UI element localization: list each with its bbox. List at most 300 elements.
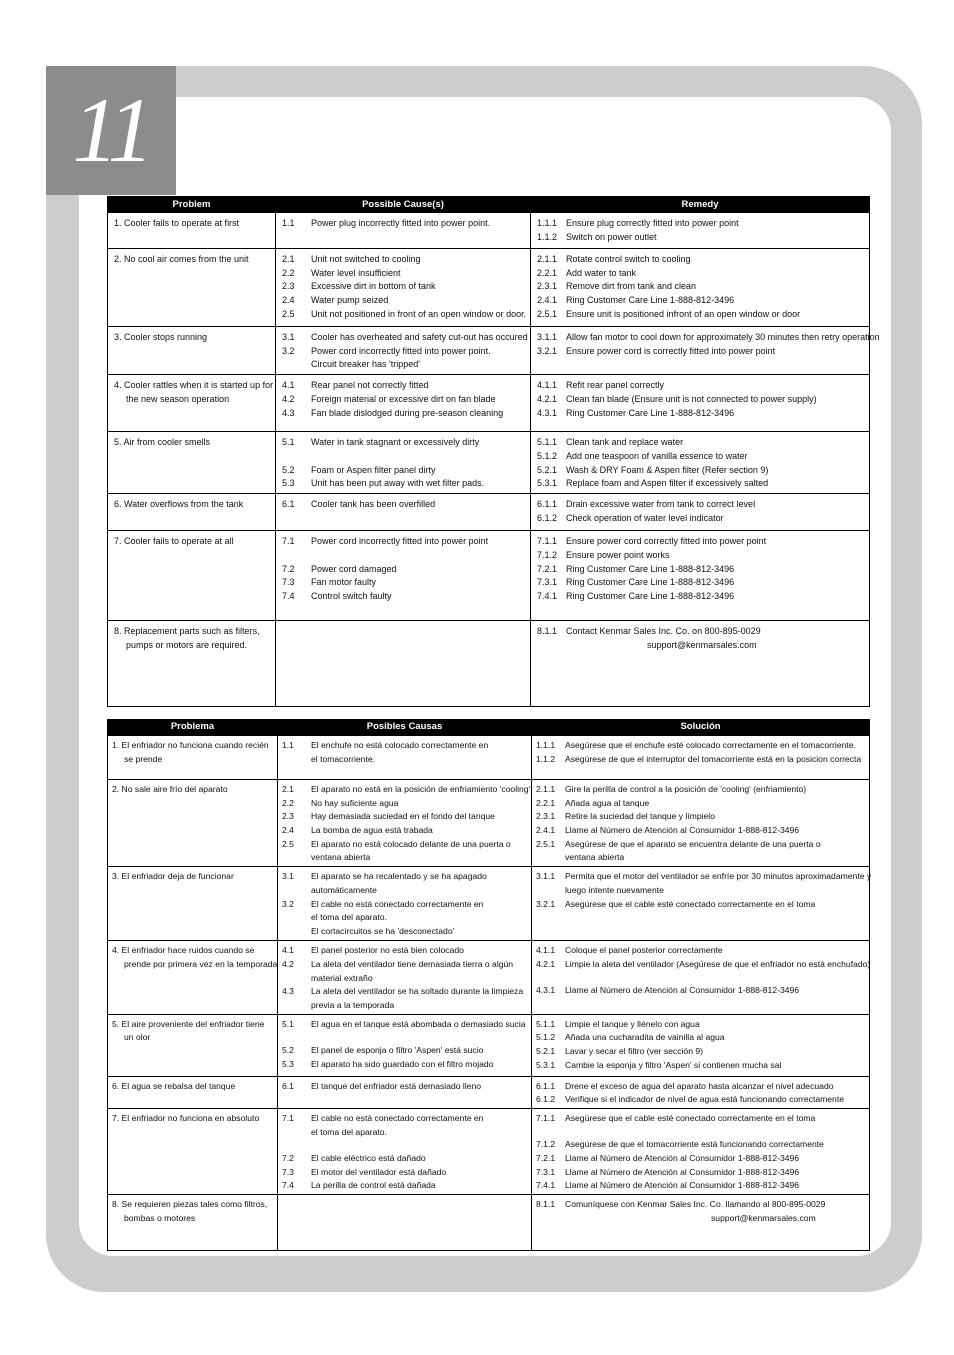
remedy-line-text: Limpie la aleta del ventilador (Asegúrese de que el enfriador no está enchufado) bbox=[565, 958, 871, 969]
cause-line-text bbox=[311, 450, 526, 464]
remedy-line bbox=[537, 253, 865, 267]
cause-line bbox=[282, 911, 528, 925]
remedy-cell bbox=[531, 621, 870, 707]
cause-line-number bbox=[282, 1139, 311, 1152]
remedy-line bbox=[536, 739, 866, 753]
cause-line-text: El cable no está conectado correctamente en bbox=[311, 1112, 484, 1123]
remedy-line bbox=[536, 1179, 866, 1193]
cause-line-number bbox=[282, 911, 311, 925]
cause-line-number: 2.1 bbox=[282, 254, 295, 264]
remedy-line-number: 1.1.2 bbox=[536, 753, 556, 764]
remedy-line-text bbox=[565, 1126, 866, 1139]
remedy-line-number: 7.3.1 bbox=[536, 1166, 556, 1177]
remedy-line bbox=[536, 958, 871, 972]
cause-line bbox=[282, 870, 528, 884]
table-row bbox=[108, 1108, 870, 1194]
remedy-line-number: 7.1.2 bbox=[537, 549, 558, 560]
cause-line-text: La aleta del ventilador tiene demasiada tierra o algún bbox=[311, 958, 514, 969]
cause-line-number: 3.2 bbox=[282, 898, 294, 909]
cause-line-text: Excessive dirt in bottom of tank bbox=[311, 281, 436, 292]
problem-text: prende por primera vez en la temporada bbox=[124, 958, 278, 969]
causes-cell bbox=[278, 867, 532, 941]
remedy-cell bbox=[531, 531, 870, 621]
cause-line-number: 7.2 bbox=[282, 563, 295, 574]
remedy-line-text: Lavar y secar el filtro (ver sección 9) bbox=[565, 1045, 704, 1056]
cause-line bbox=[282, 797, 528, 811]
cause-line-text: Fan motor faulty bbox=[311, 577, 377, 588]
cause-line bbox=[282, 739, 528, 753]
cause-line-number: 2.4 bbox=[282, 825, 294, 836]
remedy-line-number: 1.1.1 bbox=[537, 218, 558, 228]
cause-line-number: 7.1 bbox=[282, 536, 295, 547]
cause-line-number: 6.1 bbox=[282, 1080, 294, 1091]
causes-cell bbox=[276, 249, 531, 327]
remedy-line-number: 5.3.1 bbox=[536, 1059, 556, 1070]
cause-line-text: el toma del aparato. bbox=[311, 1126, 387, 1137]
remedy-line bbox=[536, 783, 866, 797]
cause-line bbox=[282, 1139, 528, 1152]
cause-line-text: Cooler tank has been overfilled bbox=[311, 499, 436, 510]
problem-cell bbox=[108, 1194, 278, 1250]
remedy-line bbox=[536, 972, 866, 985]
remedy-line-number: 2.5.1 bbox=[537, 308, 558, 319]
cause-line-text: El tanque del enfriador está demasiado lleno bbox=[311, 1080, 482, 1091]
causes-cell bbox=[276, 531, 531, 621]
remedy-line-number: 7.1.1 bbox=[537, 536, 558, 547]
remedy-cell bbox=[531, 249, 870, 327]
remedy-line bbox=[537, 549, 865, 563]
cause-line-text: El aparato se ha recalentado y se ha apagado bbox=[311, 871, 487, 882]
remedy-line-text: ventana abierta bbox=[565, 852, 625, 863]
remedy-line-text: Ring Customer Care Line 1-888-812-3496 bbox=[566, 590, 735, 601]
remedy-line-number bbox=[536, 884, 565, 898]
cause-line-text: Water in tank stagnant or excessively dirty bbox=[311, 437, 480, 448]
remedy-line-number bbox=[536, 972, 565, 985]
remedy-cell bbox=[531, 327, 880, 375]
remedy-line-text: Gire la perilla de control a la posición de 'cooling' (enfriamiento) bbox=[565, 784, 807, 794]
remedy-line bbox=[536, 1031, 866, 1045]
remedy-line-number: 4.3.1 bbox=[536, 985, 556, 996]
remedy-line-text: Llame al Número de Atención al Consumidor 1-888-812-3496 bbox=[565, 985, 800, 996]
remedy-line-text: Ring Customer Care Line 1-888-812-3496 bbox=[566, 407, 735, 418]
remedy-line-text: Remove dirt from tank and clean bbox=[566, 281, 697, 292]
problem-text: un olor bbox=[124, 1032, 151, 1043]
remedy-cell bbox=[532, 1108, 870, 1194]
cause-line bbox=[282, 464, 526, 478]
cause-line bbox=[282, 1112, 528, 1126]
remedy-line-text: Llame al Número de Atención al Consumidor 1-888-812-3496 bbox=[565, 1152, 800, 1163]
remedy-line-number: 2.4.1 bbox=[537, 295, 558, 306]
remedy-line-text: Añada agua al tanque bbox=[565, 797, 650, 808]
remedy-cell bbox=[532, 1194, 870, 1250]
remedy-cell bbox=[531, 375, 870, 432]
causes-cell bbox=[276, 375, 531, 432]
remedy-line-text: Llame al Número de Atención al Consumidor 1-888-812-3496 bbox=[565, 825, 800, 836]
remedy-line bbox=[537, 393, 865, 407]
remedy-cell bbox=[531, 494, 870, 531]
remedy-line-text: Permita que el motor del ventilador se enfríe por 30 minutos aproximadamente y bbox=[565, 871, 872, 882]
remedy-line bbox=[537, 590, 865, 604]
troubleshooting-table-english bbox=[107, 196, 880, 707]
cause-line-number: 3.1 bbox=[282, 332, 295, 342]
cause-line bbox=[282, 217, 526, 231]
remedy-line-number: 7.4.1 bbox=[536, 1180, 556, 1191]
remedy-line bbox=[537, 331, 880, 345]
remedy-line-text: Drain excessive water from tank to correct level bbox=[566, 499, 756, 510]
remedy-line bbox=[537, 464, 865, 478]
cause-line-text: Rear panel not correctly fitted bbox=[311, 380, 429, 391]
remedy-line bbox=[536, 984, 866, 998]
cause-line bbox=[282, 783, 531, 797]
cause-line-text bbox=[311, 1139, 528, 1152]
problem-text: 3. Cooler stops running bbox=[114, 332, 208, 342]
cause-line-number: 2.2 bbox=[282, 267, 295, 278]
cause-line bbox=[282, 331, 526, 345]
problem-text: 6. Water overflows from the tank bbox=[114, 499, 244, 510]
problem-cell bbox=[108, 1108, 278, 1194]
cause-line-number: 2.4 bbox=[282, 295, 295, 306]
remedy-line bbox=[536, 884, 866, 898]
cause-line-number: 6.1 bbox=[282, 499, 295, 510]
remedy-line bbox=[537, 308, 865, 322]
cause-line bbox=[282, 985, 528, 999]
causes-cell bbox=[278, 1108, 532, 1194]
cause-line bbox=[282, 549, 526, 563]
remedy-line-number: 4.1.1 bbox=[537, 380, 558, 391]
table-row bbox=[108, 531, 870, 621]
table-header-row bbox=[108, 720, 870, 736]
problem-text: 7. Cooler fails to operate at all bbox=[114, 536, 234, 547]
cause-line-text: Foreign material or excessive dirt on fan blade bbox=[311, 393, 496, 404]
cause-line-number: 2.5 bbox=[282, 308, 295, 319]
cause-line-number: 2.5 bbox=[282, 838, 294, 849]
remedy-line-number: 8.1.1 bbox=[536, 1198, 556, 1209]
cause-line bbox=[282, 1166, 528, 1180]
header-problem: Problem bbox=[108, 197, 276, 213]
cause-line-number bbox=[282, 999, 311, 1013]
cause-line bbox=[282, 884, 528, 898]
cause-line-number: 7.4 bbox=[282, 590, 295, 601]
remedy-line-text: Switch on power outlet bbox=[566, 231, 657, 242]
cause-line bbox=[282, 407, 526, 421]
problem-cell bbox=[108, 736, 278, 780]
cause-line-text: Power plug incorrectly fitted into power point. bbox=[311, 218, 491, 228]
cause-line-text bbox=[311, 1031, 528, 1044]
problem-text: 8. Se requieren piezas tales como filtros, bbox=[112, 1198, 268, 1209]
cause-line-text: material extraño bbox=[311, 972, 373, 983]
problem-text: 2. No cool air comes from the unit bbox=[114, 254, 249, 264]
remedy-line bbox=[537, 535, 865, 549]
cause-line-text: La perilla de control está dañada bbox=[311, 1180, 436, 1191]
table-row bbox=[108, 494, 870, 531]
remedy-line bbox=[537, 436, 865, 450]
remedy-line bbox=[536, 1018, 866, 1032]
remedy-line-number: 2.1.1 bbox=[537, 254, 558, 264]
cause-line-number: 7.3 bbox=[282, 577, 295, 588]
cause-line bbox=[282, 1058, 528, 1072]
cause-line-number: 4.2 bbox=[282, 393, 295, 404]
remedy-cell bbox=[532, 780, 870, 867]
remedy-line-text: Añada una cucharadita de vainilla al agua bbox=[565, 1032, 725, 1043]
remedy-line-number: 7.2.1 bbox=[537, 563, 558, 574]
problem-text: 1. Cooler fails to operate at first bbox=[114, 218, 240, 228]
cause-line bbox=[282, 590, 526, 604]
table-row bbox=[108, 213, 870, 249]
remedy-line bbox=[536, 870, 872, 884]
causes-cell bbox=[276, 432, 531, 494]
problem-cell bbox=[108, 1014, 278, 1076]
remedy-line bbox=[536, 1126, 866, 1139]
remedy-cell bbox=[532, 736, 870, 780]
cause-line bbox=[282, 958, 528, 972]
remedy-line-text: Add one teaspoon of vanilla essence to water bbox=[566, 450, 748, 461]
cause-line-number: 1.1 bbox=[282, 740, 294, 750]
cause-line bbox=[282, 253, 526, 267]
cause-line-number: 4.3 bbox=[282, 986, 294, 997]
cause-line bbox=[282, 450, 526, 464]
cause-line bbox=[282, 1044, 528, 1058]
cause-line bbox=[282, 280, 526, 294]
cause-line-number: 7.1 bbox=[282, 1112, 294, 1123]
problem-text: 4. El enfriador hace ruidos cuando se bbox=[112, 945, 255, 956]
cause-line bbox=[282, 498, 526, 512]
cause-line bbox=[282, 851, 528, 865]
cause-line bbox=[282, 999, 528, 1013]
troubleshooting-table-spanish bbox=[107, 719, 870, 1251]
cause-line-number: 5.1 bbox=[282, 1018, 294, 1029]
remedy-line bbox=[537, 217, 865, 231]
table-row bbox=[108, 736, 870, 780]
remedy-line-number: 2.2.1 bbox=[537, 267, 558, 278]
remedy-line bbox=[536, 1093, 866, 1107]
causes-cell bbox=[276, 213, 531, 249]
cause-line bbox=[282, 576, 526, 590]
remedy-line-number bbox=[536, 1126, 565, 1139]
remedy-line-text: Cambie la esponja y filtro 'Aspen' si contienen mucha sal bbox=[565, 1059, 782, 1070]
cause-line-text: Water pump seized bbox=[311, 295, 389, 306]
table-row bbox=[108, 432, 870, 494]
problem-text: 3. El enfriador deja de funcionar bbox=[112, 871, 234, 882]
remedy-line bbox=[536, 1166, 866, 1180]
remedy-line-number: 5.1.1 bbox=[537, 437, 558, 448]
cause-line-text: El cable eléctrico está dañado bbox=[311, 1152, 426, 1163]
remedy-line-text: Verifique si el indicador de nivel de agua está funcionando correctamente bbox=[565, 1094, 844, 1105]
causes-cell bbox=[278, 780, 532, 867]
cause-line-text: ventana abierta bbox=[311, 852, 371, 863]
cause-line-text: El enchufe no está colocado correctamente en bbox=[311, 740, 489, 750]
remedy-line-text: Ring Customer Care Line 1-888-812-3496 bbox=[566, 563, 735, 574]
remedy-line-text: Asegúrese que el cable esté conectado correctamente en el toma bbox=[565, 898, 816, 909]
problem-text: 7. El enfriador no funciona en absoluto bbox=[112, 1112, 260, 1123]
cause-line bbox=[282, 1080, 528, 1094]
cause-line bbox=[282, 535, 526, 549]
remedy-line-number: 3.1.1 bbox=[536, 871, 556, 882]
causes-cell bbox=[278, 1076, 532, 1108]
remedy-line bbox=[536, 824, 866, 838]
cause-line-number: 3.2 bbox=[282, 345, 295, 356]
remedy-line bbox=[536, 1198, 866, 1212]
cause-line bbox=[282, 294, 526, 308]
remedy-line bbox=[537, 450, 865, 464]
cause-line bbox=[282, 563, 526, 577]
cause-line-number: 5.2 bbox=[282, 1044, 294, 1055]
problem-cell bbox=[108, 941, 278, 1014]
cause-line-number: 2.3 bbox=[282, 811, 294, 822]
cause-line bbox=[282, 972, 528, 986]
problem-cell bbox=[108, 432, 276, 494]
cause-line-text: Water level insufficient bbox=[311, 267, 401, 278]
cause-line bbox=[282, 1179, 528, 1193]
problem-text: se prende bbox=[124, 753, 163, 764]
remedy-line-text: Asegúrese de que el interruptor del tomacorriente está en la posicion correcta bbox=[565, 753, 862, 764]
remedy-line bbox=[537, 498, 865, 512]
cause-line bbox=[282, 345, 526, 359]
remedy-line-number: 5.3.1 bbox=[537, 478, 558, 489]
remedy-line-number: 7.1.2 bbox=[536, 1139, 556, 1150]
header-causas: Posibles Causas bbox=[278, 720, 532, 736]
problem-text: 5. El aire proveniente del enfriador tiene bbox=[112, 1018, 265, 1029]
remedy-line-number: 2.3.1 bbox=[537, 281, 558, 292]
remedy-line-text: Clean tank and replace water bbox=[566, 437, 684, 448]
cause-line-text: No hay suficiente agua bbox=[311, 797, 399, 808]
remedy-cell bbox=[532, 941, 870, 1014]
remedy-line-number: 4.2.1 bbox=[537, 393, 558, 404]
remedy-line-number: 2.5.1 bbox=[536, 838, 556, 849]
cause-line bbox=[282, 1152, 528, 1166]
cause-line-number: 4.2 bbox=[282, 958, 294, 969]
remedy-line-text: Ring Customer Care Line 1-888-812-3496 bbox=[566, 295, 735, 306]
remedy-line bbox=[536, 797, 866, 811]
table-row bbox=[108, 941, 870, 1014]
remedy-line bbox=[536, 838, 866, 852]
problem-text: bombas o motores bbox=[124, 1212, 196, 1223]
remedy-line-text: Wash & DRY Foam & Aspen filter (Refer section 9) bbox=[566, 464, 769, 475]
cause-line-number: 4.1 bbox=[282, 380, 295, 391]
remedy-line-number: 7.2.1 bbox=[536, 1152, 556, 1163]
remedy-line-number: 3.2.1 bbox=[537, 345, 558, 356]
remedy-line-number: 4.3.1 bbox=[537, 407, 558, 418]
remedy-line bbox=[537, 280, 865, 294]
problem-text: 4. Cooler rattles when it is started up for bbox=[114, 380, 274, 391]
remedy-line bbox=[537, 379, 865, 393]
cause-line-number bbox=[282, 358, 311, 372]
cause-line bbox=[282, 944, 528, 958]
remedy-line bbox=[536, 1112, 866, 1126]
cause-line bbox=[282, 436, 526, 450]
remedy-line bbox=[536, 851, 866, 865]
cause-line bbox=[282, 393, 526, 407]
cause-line bbox=[282, 838, 528, 852]
problem-text: 6. El agua se rebalsa del tanque bbox=[112, 1080, 236, 1091]
cause-line-text: El panel posterior no está bien colocado bbox=[311, 945, 464, 956]
remedy-line-number: 7.3.1 bbox=[537, 577, 558, 588]
remedy-line-text: Ensure unit is positioned infront of an open window or door bbox=[566, 308, 801, 319]
cause-line-number: 7.2 bbox=[282, 1152, 294, 1163]
cause-line-text: Power cord incorrectly fitted into power point bbox=[311, 536, 489, 547]
causes-cell bbox=[278, 941, 532, 1014]
cause-line-text: El agua en el tanque está abombada o demasiado sucia bbox=[311, 1018, 526, 1029]
problem-cell bbox=[108, 327, 276, 375]
remedy-line bbox=[537, 294, 865, 308]
remedy-line-number: 1.1.1 bbox=[536, 740, 556, 750]
cause-line-number: 2.1 bbox=[282, 784, 294, 794]
problem-text: 5. Air from cooler smells bbox=[114, 437, 211, 448]
table-row bbox=[108, 780, 870, 867]
cause-line-number: 7.4 bbox=[282, 1180, 294, 1191]
cause-line-number: 5.1 bbox=[282, 437, 295, 448]
cause-line-number bbox=[282, 972, 311, 986]
cause-line bbox=[282, 1031, 528, 1044]
cause-line-text bbox=[311, 549, 526, 563]
table-row bbox=[108, 1194, 870, 1250]
remedy-line bbox=[537, 345, 865, 359]
causes-cell bbox=[278, 1014, 532, 1076]
problem-text: the new season operation bbox=[126, 393, 230, 404]
cause-line-text: Unit has been put away with wet filter pads. bbox=[311, 478, 485, 489]
table-row bbox=[108, 1014, 870, 1076]
problem-text: 8. Replacement parts such as filters, bbox=[114, 626, 260, 637]
problem-cell bbox=[108, 249, 276, 327]
remedy-cell bbox=[531, 213, 870, 249]
cause-line-text: Power cord incorrectly fitted into power point. bbox=[311, 345, 491, 356]
problem-text: 2. No sale aire frío del aparato bbox=[112, 784, 228, 794]
remedy-line-text: Ensure plug correctly fitted into power point bbox=[566, 218, 739, 228]
remedy-line-text: Allow fan motor to cool down for approximately 30 minutes then retry operation bbox=[566, 332, 880, 342]
remedy-line-text: Add water to tank bbox=[566, 267, 637, 278]
remedy-line-number: 2.4.1 bbox=[536, 825, 556, 836]
remedy-line-text: Asegúrese de que el tomacorriente está funcionando correctamente bbox=[565, 1139, 824, 1150]
cause-line-number: 4.1 bbox=[282, 945, 294, 956]
remedy-line-text: Llame al Número de Atención al Consumidor 1-888-812-3496 bbox=[565, 1166, 800, 1177]
remedy-line-text: luego intente nuevamente bbox=[565, 884, 664, 895]
cause-line-number: 1.1 bbox=[282, 218, 295, 228]
cause-line-text: El motor del ventilador está dañado bbox=[311, 1166, 447, 1177]
cause-line-number bbox=[282, 925, 311, 939]
cause-line bbox=[282, 810, 528, 824]
remedy-line-number: 6.1.1 bbox=[537, 499, 558, 510]
remedy-line-text: Asegúrese que el enchufe esté colocado correctamente en el tomacorriente. bbox=[565, 740, 856, 750]
remedy-line bbox=[536, 753, 866, 767]
remedy-line bbox=[536, 1138, 866, 1152]
remedy-line bbox=[537, 625, 865, 639]
problem-cell bbox=[108, 213, 276, 249]
problem-cell bbox=[108, 780, 278, 867]
cause-line-text: El panel de esponja o filtro 'Aspen' está sucio bbox=[311, 1044, 484, 1055]
cause-line-text: El aparato ha sido guardado con el filtro mojado bbox=[311, 1058, 494, 1069]
table-row bbox=[108, 327, 870, 375]
cause-line-number: 5.3 bbox=[282, 1058, 294, 1069]
table-row bbox=[108, 621, 870, 707]
causes-cell bbox=[276, 494, 531, 531]
remedy-line-text: Ensure power cord correctly fitted into power point bbox=[566, 536, 767, 547]
cause-line-text: El aparato no está colocado delante de una puerta o bbox=[311, 838, 511, 849]
remedy-cell bbox=[531, 432, 870, 494]
remedy-line bbox=[537, 267, 865, 281]
remedy-line-number: 5.1.2 bbox=[536, 1032, 556, 1043]
cause-line-number bbox=[282, 884, 311, 898]
problem-text: pumps or motors are required. bbox=[126, 639, 248, 650]
cause-line-text: Control switch faulty bbox=[311, 590, 392, 601]
cause-line-text: Circuit breaker has 'tripped' bbox=[311, 359, 420, 370]
remedy-line-number: 7.4.1 bbox=[537, 590, 558, 601]
remedy-line-text bbox=[565, 972, 866, 985]
cause-line bbox=[282, 1018, 528, 1032]
table-header-row bbox=[108, 197, 870, 213]
cause-line-text: Power cord damaged bbox=[311, 563, 397, 574]
remedy-line-number: 6.1.2 bbox=[536, 1094, 556, 1105]
remedy-line bbox=[537, 563, 865, 577]
cause-line-number: 7.3 bbox=[282, 1166, 294, 1177]
